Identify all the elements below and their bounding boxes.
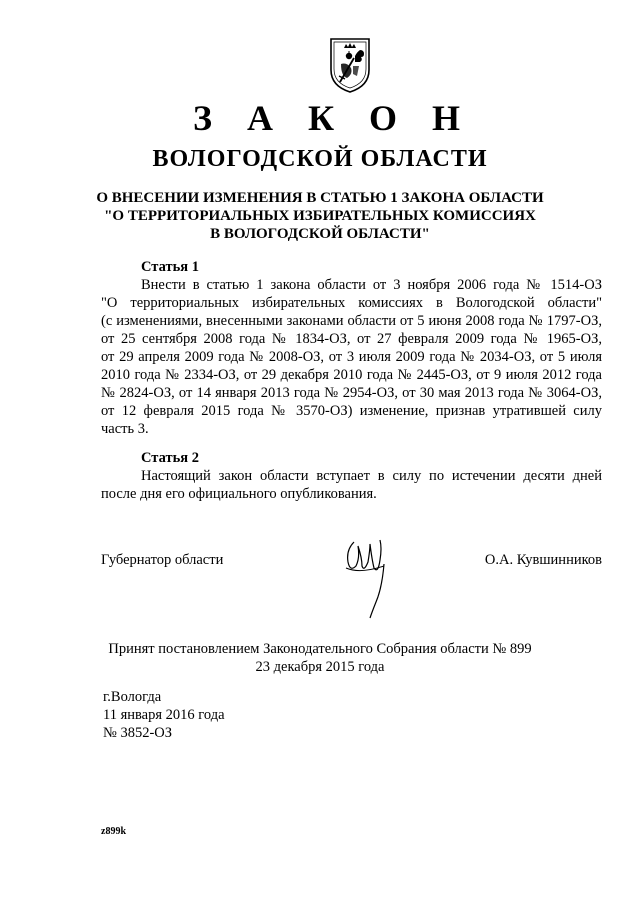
article-1-text-line: от 12 февраля 2015 года № 3570-ОЗ) изменение, признав утратившей силу (101, 403, 602, 419)
law-title: З А К О Н (192, 98, 474, 138)
article-1-text-line: от 25 сентября 2008 года № 1834-ОЗ, от 27 февраля 2009 года № 1965-ОЗ, (101, 331, 602, 347)
article-1-text-line: часть 3. (101, 421, 149, 437)
adoption-line: Принят постановлением Законодательного Собрания области № 899 (108, 641, 532, 657)
article-1-heading: Статья 1 (141, 259, 199, 275)
article-2-text-line: после дня его официального опубликования. (101, 486, 377, 502)
law-subtitle-line: В ВОЛОГОДСКОЙ ОБЛАСТИ" (210, 226, 430, 242)
article-1-text-line: (с изменениями, внесенными законами области от 5 июня 2008 года № 1797-ОЗ, (101, 313, 602, 329)
law-number: № 3852-ОЗ (103, 725, 173, 741)
article-2-text-line: Настоящий закон области вступает в силу по истечении десяти дней (141, 468, 602, 484)
law-date: 11 января 2016 года (103, 707, 225, 723)
law-subtitle-line: О ВНЕСЕНИИ ИЗМЕНЕНИЯ В СТАТЬЮ 1 ЗАКОНА ОБЛАСТИ (96, 190, 544, 206)
article-1-text-line: 2010 года № 2334-ОЗ, от 29 декабря 2010 года № 2445-ОЗ, от 9 июля 2012 года (101, 367, 602, 383)
signatory-name: О.А. Кувшинников (484, 552, 602, 568)
article-1-text-line: "О территориальных избирательных комиссиях в Вологодской области" (101, 295, 602, 311)
adoption-date: 23 декабря 2015 года (255, 659, 385, 675)
article-1-text-line: № 2824-ОЗ, от 14 января 2013 года № 2954-ОЗ, от 30 мая 2013 года № 3064-ОЗ, (101, 385, 602, 401)
document-code: z899k (101, 826, 126, 837)
article-2-heading: Статья 2 (141, 450, 199, 466)
article-1-text-line: Внести в статью 1 закона области от 3 ноября 2006 года № 1514-ОЗ (141, 277, 602, 293)
signatory-position: Губернатор области (101, 552, 224, 568)
handwritten-signature-icon (340, 528, 392, 623)
city: г.Вологда (103, 689, 162, 705)
coat-of-arms-icon (327, 36, 373, 94)
law-subtitle-line: "О ТЕРРИТОРИАЛЬНЫХ ИЗБИРАТЕЛЬНЫХ КОМИССИЯХ (104, 208, 536, 224)
region-title: ВОЛОГОДСКОЙ ОБЛАСТИ (152, 146, 488, 172)
article-1-text-line: от 29 апреля 2009 года № 2008-ОЗ, от 3 июля 2009 года № 2034-ОЗ, от 5 июля (101, 349, 602, 365)
